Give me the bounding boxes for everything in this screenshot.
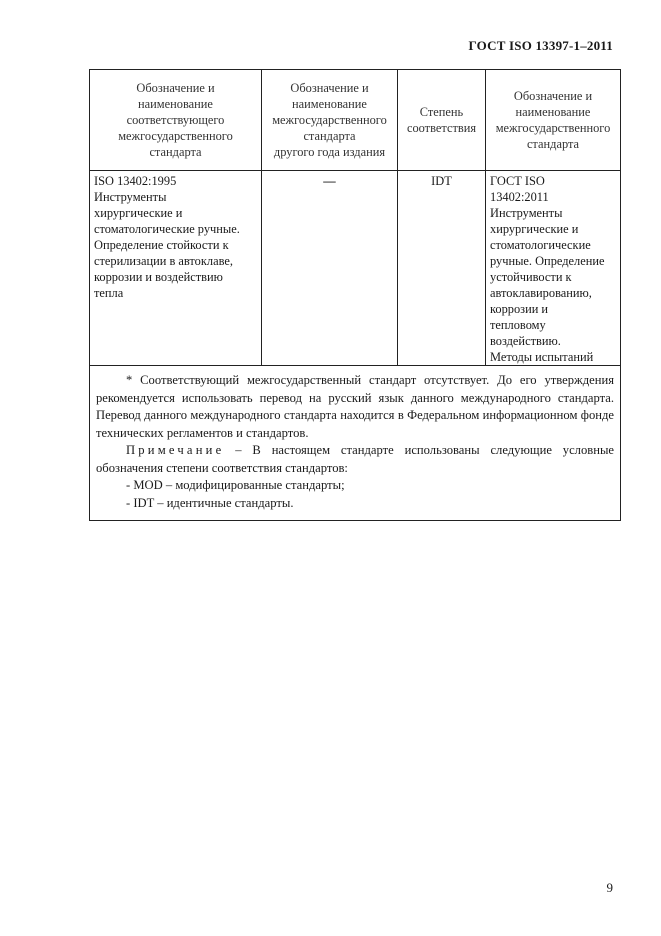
table-row [90,171,621,366]
list-item: - MOD – модифицированные стандарты; [126,478,345,492]
footnote-text: * Соответствующий межгосударственный стандарт отсутствует. До его утверждения рекомендуется использовать перевод на русский язык данного международного стандарта. Перевод данного международного стандарта находится в Федеральном информационном фонде технических регламентов и стандартов. [96,373,614,440]
header-other-year-standard: Обозначение и наименование межгосударственного стандарта другого года издания [262,70,398,171]
header-interstate-standard: Обозначение и наименование межгосударственного стандарта [486,70,621,171]
note-paragraph [96,442,614,477]
page-number: 9 [606,880,613,895]
standards-correspondence-table [89,69,621,521]
table-notes [90,366,621,521]
table-header-row [90,70,621,171]
note-text: – В настоящем стандарте использованы следующие условные обозначения степени соответствия стандартов: [96,443,614,475]
document-code: ГОСТ ISO 13397-1–2011 [468,38,613,53]
cell-other-year-standard: — [262,171,398,366]
list-item: - IDT – идентичные стандарты. [126,495,294,510]
table-notes-row [90,366,621,521]
cell-degree-of-correspondence: IDT [398,171,486,366]
header-corresponding-standard: Обозначение и наименование соответствующего межгосударственного стандарта [90,70,262,171]
cell-interstate-standard: ГОСТ ISO 13402:2011 Инструменты хирургические и стоматологические ручные. Определение устойчивости к автоклавированию, коррозии и тепловому воздействию. Методы испытаний [486,171,621,366]
header-degree-of-correspondence: Степень соответствия [398,70,486,171]
note-label: Примечание [126,443,225,457]
cell-international-standard: ISO 13402:1995 Инструменты хирургические и стоматологические ручные. Определение стойкости к стерилизации в автоклаве, коррозии и воздействию тепла [90,171,262,366]
